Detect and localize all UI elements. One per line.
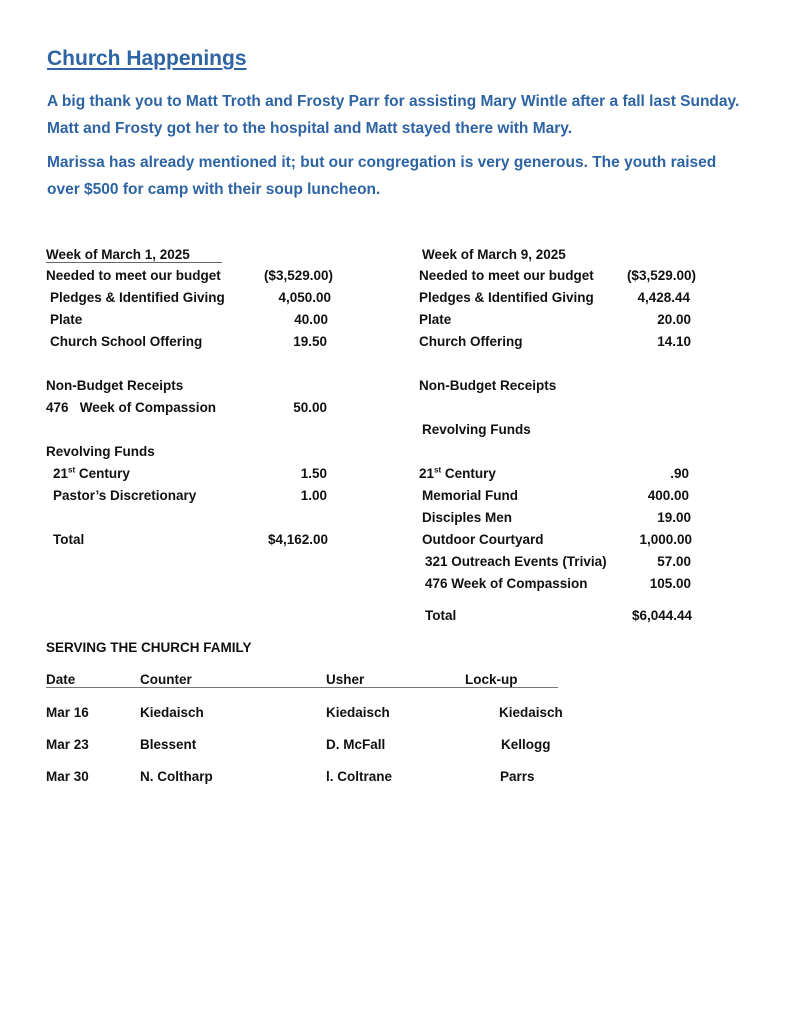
week1-compassion-label: 476 Week of Compassion [46, 400, 217, 415]
week2-pledges-label: Pledges & Identified Giving [419, 290, 594, 305]
week2-century-value: .90 [670, 466, 689, 481]
serving-counter: Blessent [140, 737, 197, 752]
week2-plate-label: Plate [419, 312, 452, 327]
serving-lockup: Kellogg [501, 737, 551, 752]
week2-compassion-label: 476 Week of Compassion [425, 576, 588, 591]
page-title: Church Happenings [47, 47, 247, 70]
serving-header-counter: Counter [140, 672, 192, 687]
serving-usher: D. McFall [326, 737, 386, 752]
week2-nonbudget-label: Non-Budget Receipts [419, 378, 557, 393]
week2-memorial-label: Memorial Fund [422, 488, 519, 503]
week1-nonbudget-label: Non-Budget Receipts [46, 378, 184, 393]
week1-plate-value: 40.00 [294, 312, 328, 327]
week2-plate-value: 20.00 [657, 312, 691, 327]
serving-header-rule [46, 687, 558, 688]
week1-pledges-label: Pledges & Identified Giving [50, 290, 225, 305]
week1-pastor-label: Pastor’s Discretionary [53, 488, 197, 503]
week2-courtyard-value: 1,000.00 [639, 532, 692, 547]
week2-century-label: 21st Century [419, 465, 496, 481]
week1-heading: Week of March 1, 2025 [46, 247, 222, 263]
week1-century-label: 21st Century [53, 465, 130, 481]
week2-compassion-value: 105.00 [649, 576, 691, 591]
serving-header-date: Date [46, 672, 76, 687]
week2-total-label: Total [425, 608, 457, 623]
week1-compassion-value: 50.00 [293, 400, 327, 415]
week2-revolving-label: Revolving Funds [422, 422, 531, 437]
serving-date: Mar 30 [46, 769, 89, 784]
week1-revolving-label: Revolving Funds [46, 444, 155, 459]
week2-budget-label: Needed to meet our budget [419, 268, 594, 283]
week1-budget-value: ($3,529.00) [263, 268, 333, 283]
week1-plate-label: Plate [50, 312, 83, 327]
week2-disciples-value: 19.00 [657, 510, 691, 525]
serving-usher: l. Coltrane [326, 769, 393, 784]
thank-you-paragraph: A big thank you to Matt Troth and Frosty Parr for assisting Mary Wintle after a fall last Sunday. Matt and Frosty got her to the hospital and Matt stayed there with Mary. [47, 93, 740, 137]
serving-date: Mar 16 [46, 705, 89, 720]
week1-century-value: 1.50 [300, 466, 327, 481]
week2-disciples-label: Disciples Men [422, 510, 513, 525]
week2-offering-value: 14.10 [657, 334, 691, 349]
serving-usher: Kiedaisch [326, 705, 390, 720]
week1-school-value: 19.50 [293, 334, 327, 349]
serving-header-lockup: Lock-up [465, 672, 518, 687]
serving-counter: Kiedaisch [140, 705, 204, 720]
week2-budget-value: ($3,529.00) [626, 268, 696, 283]
week2-outreach-value: 57.00 [657, 554, 691, 569]
youth-paragraph: Marissa has already mentioned it; but our congregation is very generous. The youth raised over $500 for camp with their soup luncheon. [47, 154, 717, 198]
week1-total-label: Total [53, 532, 85, 547]
week1-pledges-value: 4,050.00 [278, 290, 331, 305]
week2-courtyard-label: Outdoor Courtyard [422, 532, 544, 547]
serving-header-usher: Usher [326, 672, 365, 687]
week2-heading: Week of March 9, 2025 [422, 247, 566, 262]
week1-pastor-value: 1.00 [300, 488, 327, 503]
week1-school-label: Church School Offering [50, 334, 203, 349]
week1-total-value: $4,162.00 [267, 532, 328, 547]
week2-outreach-label: 321 Outreach Events (Trivia) [425, 554, 607, 569]
week2-memorial-value: 400.00 [647, 488, 689, 503]
week2-offering-label: Church Offering [419, 334, 523, 349]
week2-total-value: $6,044.44 [631, 608, 692, 623]
serving-heading: SERVING THE CHURCH FAMILY [46, 640, 252, 655]
serving-lockup: Kiedaisch [499, 705, 563, 720]
serving-counter: N. Coltharp [140, 769, 213, 784]
week1-budget-label: Needed to meet our budget [46, 268, 221, 283]
serving-date: Mar 23 [46, 737, 89, 752]
serving-lockup: Parrs [500, 769, 535, 784]
week2-pledges-value: 4,428.44 [637, 290, 690, 305]
